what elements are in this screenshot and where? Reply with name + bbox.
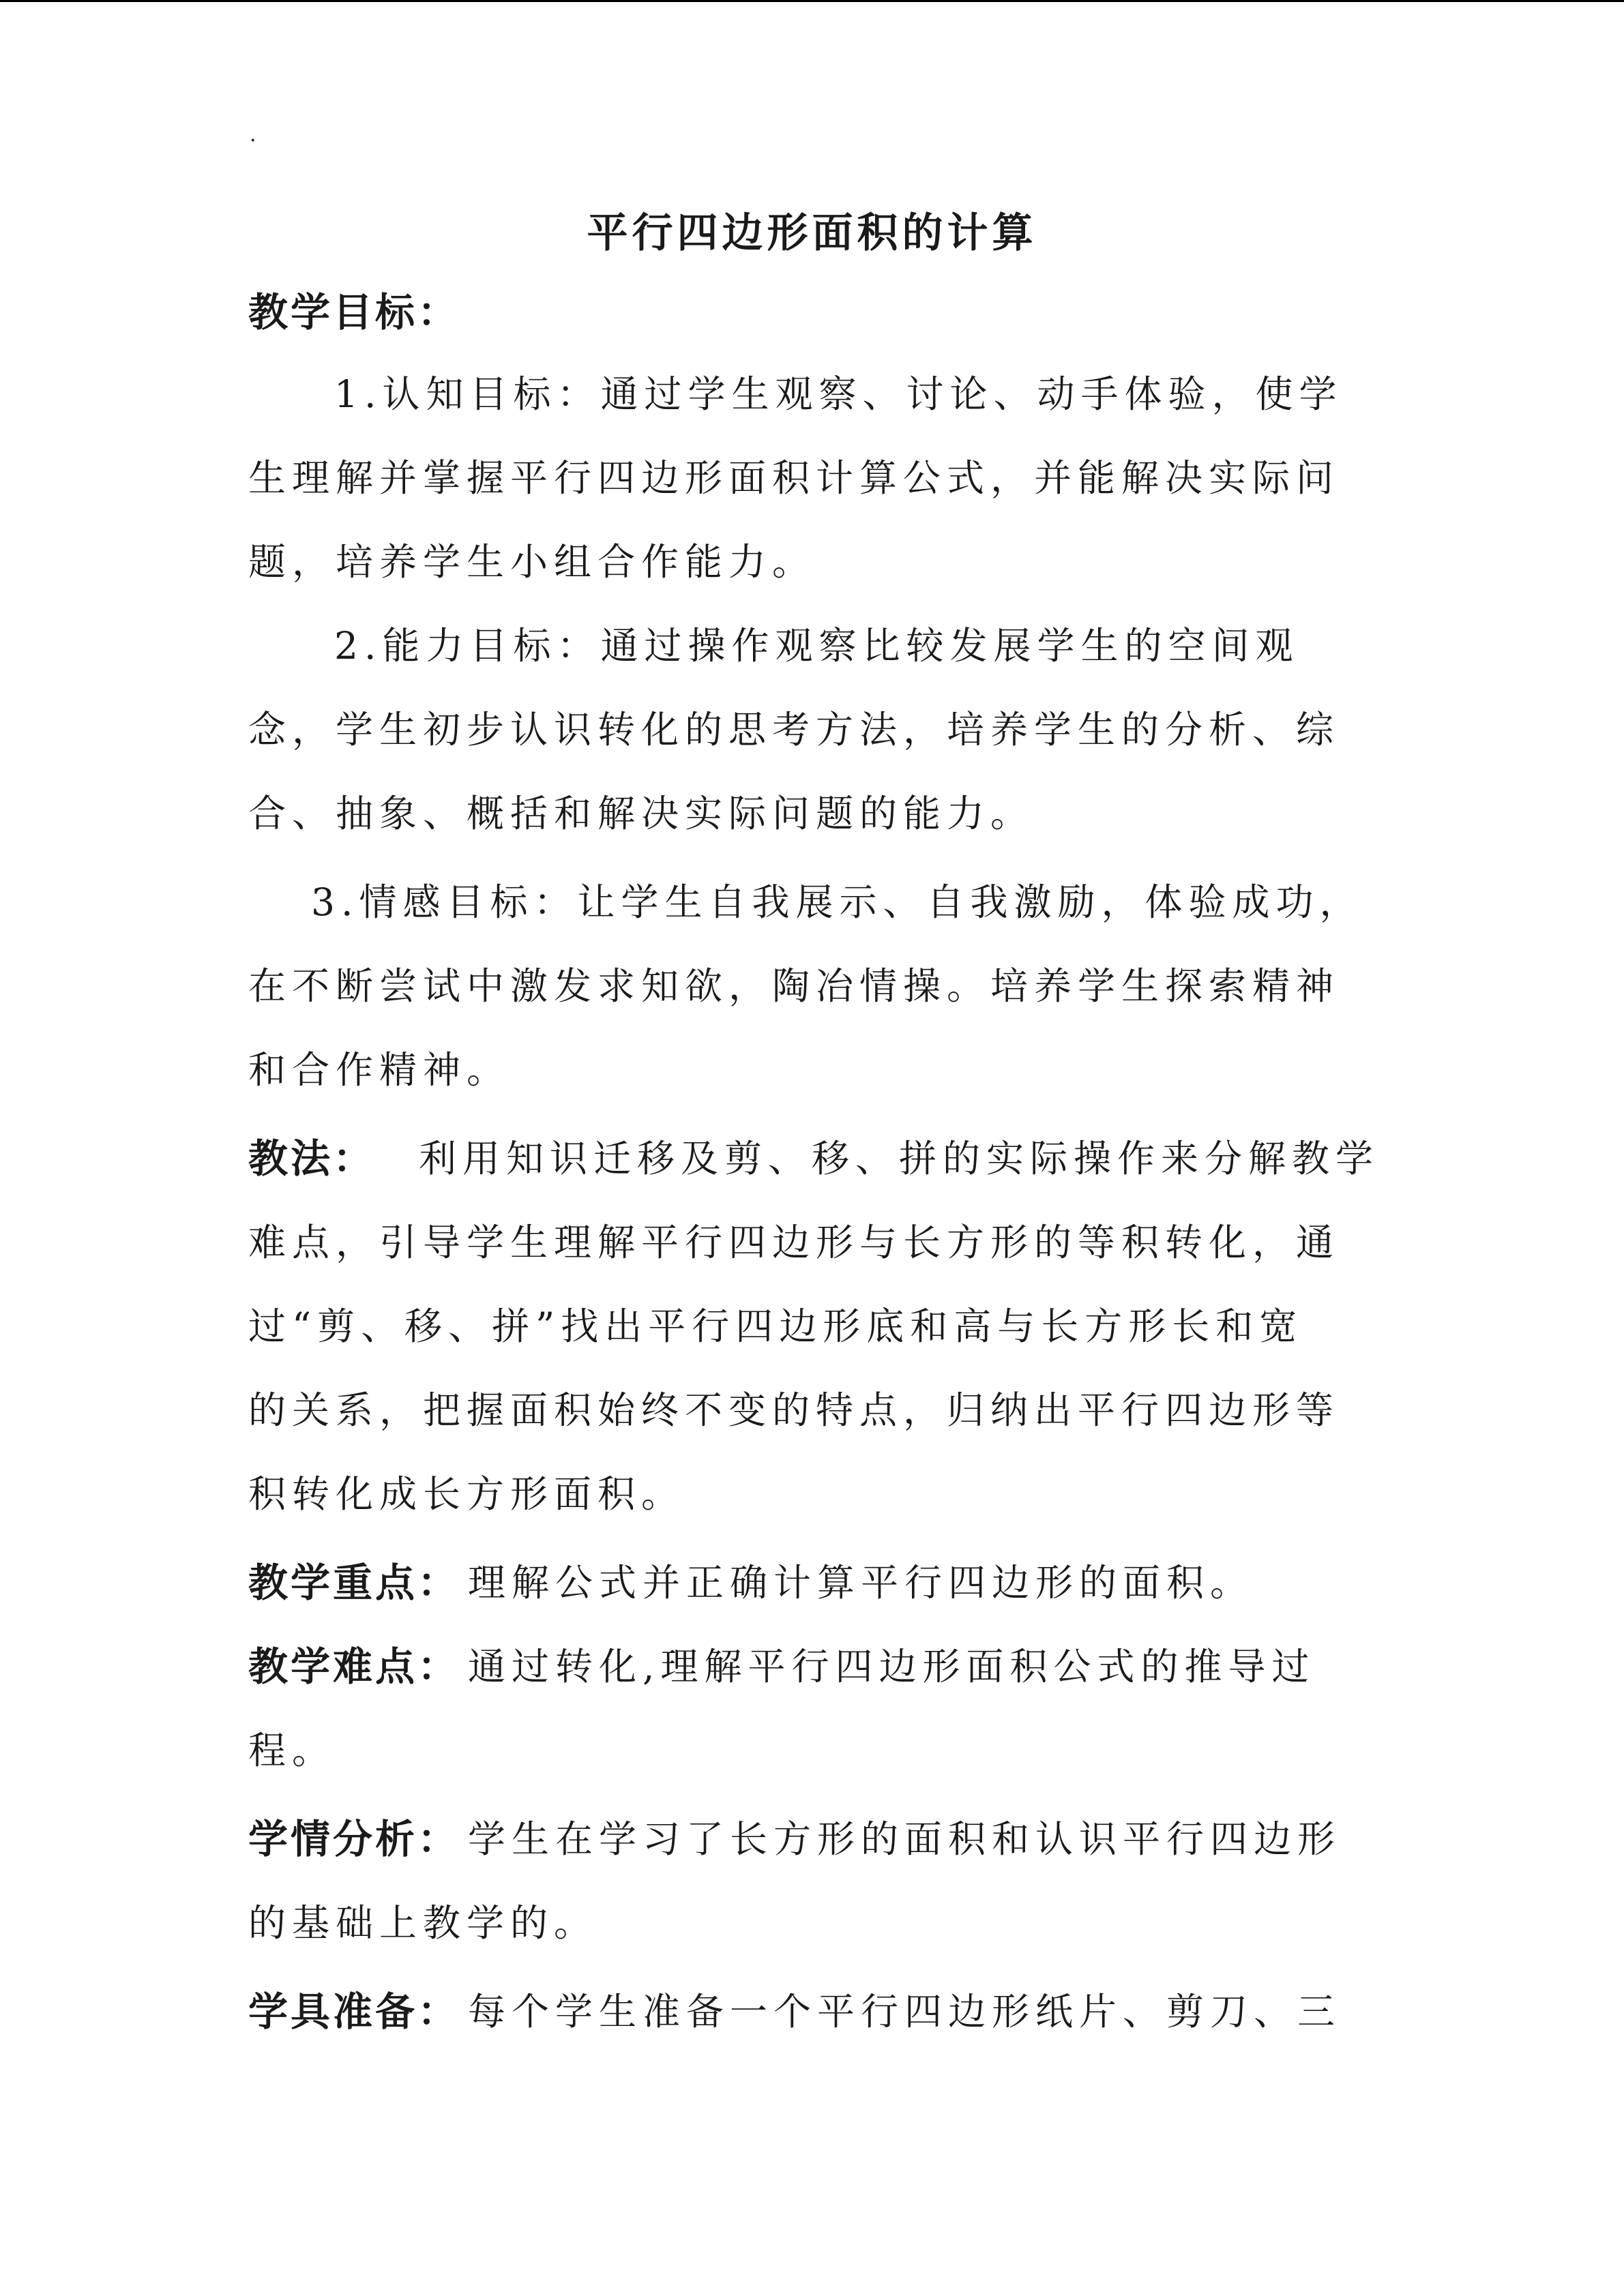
- difficulty-line-1: 通过转化,理解平行四边形面积公式的推导过: [468, 1645, 1316, 1688]
- header-mark: .: [250, 123, 256, 147]
- key-point-label: 教学重点：: [248, 1560, 460, 1606]
- objective-3-line-1: 3.情感目标：让学生自我展示、自我激励，体验成功，: [311, 880, 1363, 924]
- objective-1-line-2: 生理解并掌握平行四边形面积计算公式，并能解决实际问: [248, 456, 1340, 500]
- tools-line-1: 每个学生准备一个平行四边形纸片、剪刀、三: [468, 1990, 1342, 2033]
- method-line-5: 积转化成长方形面积。: [248, 1472, 685, 1516]
- objective-1-line-1: 1.认知目标：通过学生观察、讨论、动手体验，使学: [334, 372, 1343, 416]
- key-point-text: 理解公式并正确计算平行四边形的面积。: [468, 1561, 1254, 1605]
- analysis-line-2: 的基础上教学的。: [248, 1901, 598, 1945]
- analysis-label: 学情分析：: [248, 1816, 460, 1862]
- difficulty-line-2: 程。: [248, 1729, 336, 1772]
- objective-1-line-3: 题，培养学生小组合作能力。: [248, 540, 816, 584]
- method-line-1: 利用知识迁移及剪、移、拼的实际操作来分解教学: [419, 1137, 1380, 1180]
- analysis-line-1: 学生在学习了长方形的面积和认识平行四边形: [468, 1817, 1342, 1861]
- top-border-line: [0, 0, 1624, 2]
- method-line-3: 过“剪、移、拼”找出平行四边形底和高与长方形长和宽: [248, 1304, 1303, 1348]
- difficulty-label: 教学难点：: [248, 1643, 460, 1690]
- method-label: 教法：: [248, 1135, 376, 1182]
- objective-2-line-2: 念，学生初步认识转化的思考方法，培养学生的分析、综: [248, 708, 1340, 751]
- objectives-heading: 教学目标：: [248, 289, 460, 336]
- objective-3-line-3: 和合作精神。: [248, 1048, 511, 1092]
- document-title: 平行四边形面积的计算: [587, 209, 1037, 257]
- objective-2-line-1: 2.能力目标：通过操作观察比较发展学生的空间观: [334, 624, 1299, 668]
- objective-2-line-3: 合、抽象、概括和解决实际问题的能力。: [248, 792, 1035, 835]
- tools-label: 学具准备：: [248, 1988, 460, 2035]
- method-line-2: 难点，引导学生理解平行四边形与长方形的等积转化，通: [248, 1221, 1340, 1264]
- method-line-4: 的关系，把握面积始终不变的特点，归纳出平行四边形等: [248, 1388, 1340, 1432]
- objective-3-line-2: 在不断尝试中激发求知欲，陶冶情操。培养学生探索精神: [248, 964, 1340, 1008]
